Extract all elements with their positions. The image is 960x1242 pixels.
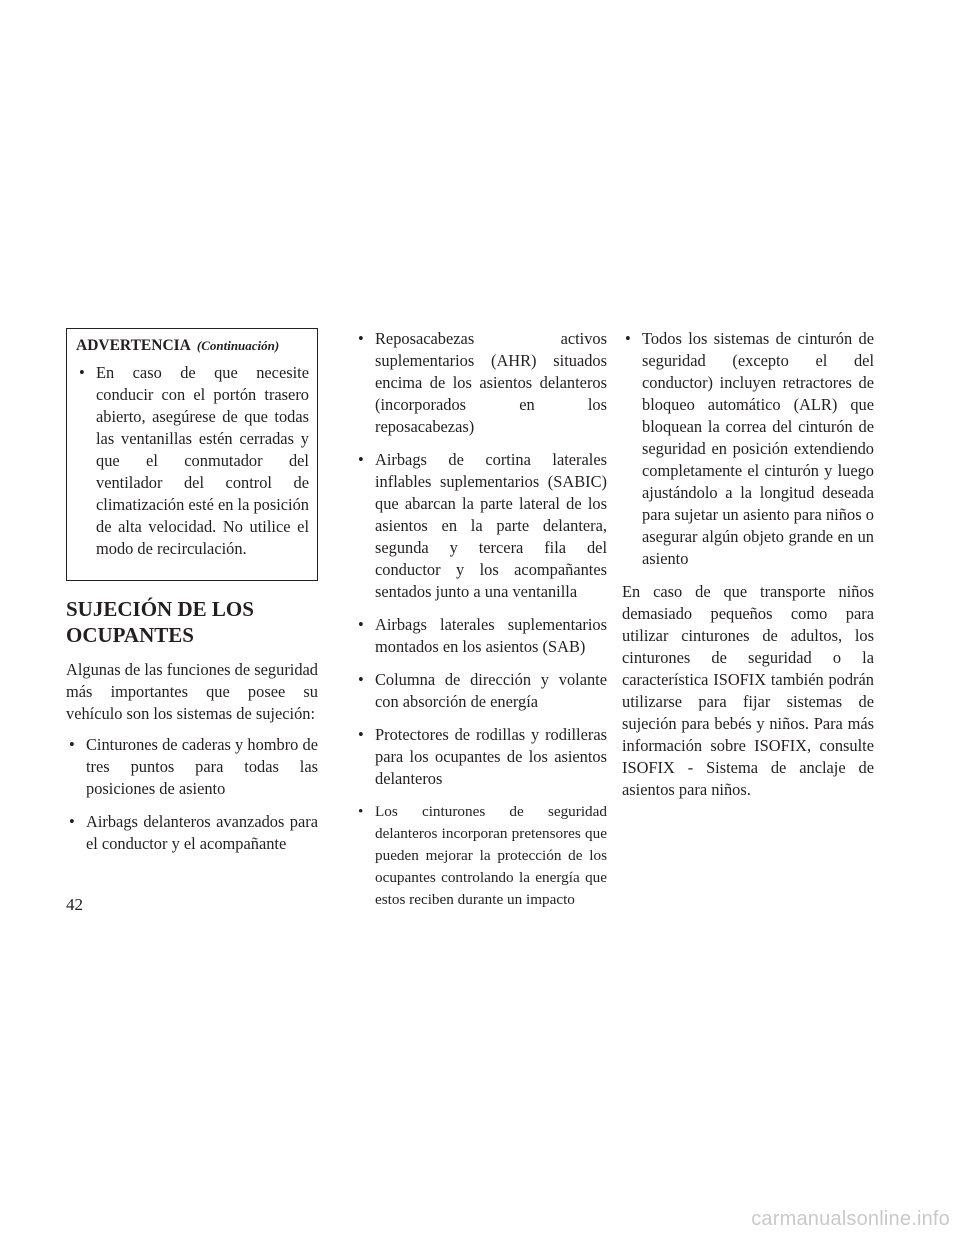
list-item — [355, 801, 607, 911]
bullet-glyph: • — [358, 803, 364, 820]
section-title: SUJECIÓN DE LOS OCUPANTES — [66, 597, 254, 647]
warning-box — [66, 328, 318, 581]
list-item — [355, 724, 607, 790]
list-item-text: Protectores de rodillas y rodilleras para los ocupantes de los asientos delanteros — [375, 725, 607, 788]
list-item — [622, 328, 874, 570]
bullet-glyph: • — [358, 670, 364, 689]
list-item-text: Reposacabezas activos suplementarios (AHR) situados encima de los asientos delanteros (incorporados en los reposacabezas) — [375, 329, 607, 436]
list-item-text: Todos los sistemas de cinturón de seguridad (excepto el del conductor) incluyen retractores de bloqueo automático (ALR) que bloquean la correa del cinturón de seguridad en posición extendiendo completamente el cinturón y luego ajustándolo a la longitud deseada para sujetar un asiento para niños o asegurar algún objeto grande en un asiento — [642, 329, 874, 568]
warning-heading — [76, 335, 309, 357]
list-item — [355, 614, 607, 658]
list-item-text: Airbags laterales suplementarios montados en los asientos (SAB) — [375, 615, 607, 656]
list-item — [66, 734, 318, 800]
warning-item — [76, 362, 309, 560]
column-right — [622, 328, 874, 810]
bullet-glyph: • — [625, 329, 631, 348]
list-item — [66, 811, 318, 855]
warning-continued: (Continuación) — [196, 338, 280, 353]
bullet-glyph: • — [358, 450, 364, 469]
bullet-glyph: • — [69, 735, 75, 754]
bullet-glyph: • — [358, 725, 364, 744]
column-middle — [355, 328, 607, 922]
section-intro: Algunas de las funciones de seguridad más importantes que posee su vehículo son los sistemas de sujeción: — [66, 660, 318, 723]
column-left — [66, 328, 318, 866]
list-item-text: Los cinturones de seguridad delanteros incorporan pretensores que pueden mejorar la protección de los ocupantes controlando la energía que estos reciben durante un impacto — [375, 803, 607, 908]
warning-item-text: En caso de que necesite conducir con el portón trasero abierto, asegúrese de que todas las ventanillas estén cerradas y que el conmutador del ventilador del control de climatización esté en la posición de alta velocidad. No utilice el modo de recirculación. — [96, 363, 309, 558]
list-item-text: Airbags de cortina laterales inflables suplementarios (SABIC) que abarcan la parte lateral de los asientos en la parte delantera, segunda y tercera fila del conductor y los acompañantes sentados junto a una ventanilla — [375, 450, 607, 601]
page-number: 42 — [66, 895, 83, 914]
list-item — [355, 328, 607, 438]
watermark: carmanualsonline.info — [751, 1208, 950, 1230]
bullet-glyph: • — [79, 363, 85, 382]
bullet-glyph: • — [358, 615, 364, 634]
bullet-glyph: • — [69, 812, 75, 831]
list-item — [355, 449, 607, 603]
list-item — [355, 669, 607, 713]
list-item-text: Airbags delanteros avanzados para el conductor y el acompañante — [86, 812, 318, 853]
list-item-text: Cinturones de caderas y hombro de tres puntos para todas las posiciones de asiento — [86, 735, 318, 798]
warning-title: ADVERTENCIA — [76, 337, 191, 354]
bullet-glyph: • — [358, 329, 364, 348]
closing-paragraph: En caso de que transporte niños demasiado pequeños como para utilizar cinturones de adultos, los cinturones de seguridad o la característica ISOFIX también podrán utilizarse para fijar sistemas de sujeción para bebés y niños. Para más información sobre ISOFIX, consulte ISOFIX - Sistema de anclaje de asientos para niños. — [622, 582, 874, 799]
list-item-text: Columna de dirección y volante con absorción de energía — [375, 670, 607, 711]
